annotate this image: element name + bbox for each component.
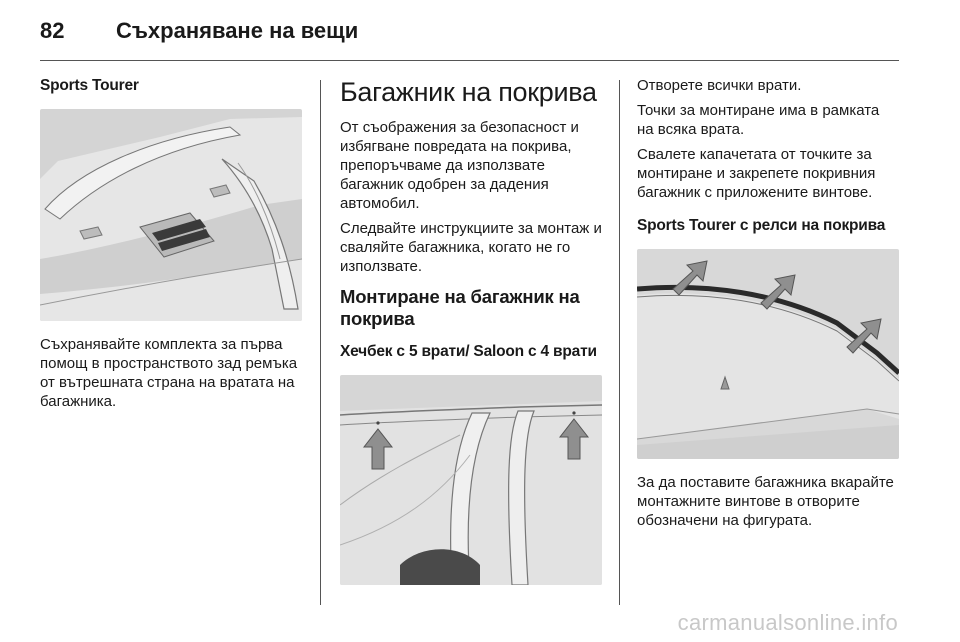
figure-roof-rails-mounting bbox=[637, 249, 899, 459]
header-rule bbox=[40, 60, 899, 61]
page-number: 82 bbox=[40, 18, 65, 43]
column-middle bbox=[340, 76, 602, 585]
paragraph-safety: От съображения за безопасност и избягване повредата на покрива, препоръчваме да използвате багажник одобрен за дадения автомобил. bbox=[340, 119, 579, 212]
subheading-sports-tourer-rails: Sports Tourer с релси на покрива bbox=[637, 217, 886, 234]
chapter-title: Съхраняване на вещи bbox=[116, 18, 359, 43]
figure-first-aid-kit-location bbox=[40, 109, 302, 321]
watermark: carmanualsonline.info bbox=[677, 610, 898, 635]
paragraph-open-doors: Отворете всички врати. bbox=[637, 77, 802, 94]
paragraph-remove-caps: Свалете капачетата от точките за монтиране и закрепете покривния багажник с приложените винтове. bbox=[637, 146, 876, 201]
subheading-hatchback-saloon: Хечбек с 5 врати/ Saloon с 4 врати bbox=[340, 343, 597, 360]
column-divider bbox=[619, 80, 620, 605]
paragraph-instructions: Следвайте инструкциите за монтаж и сваляйте багажника, когато не го използвате. bbox=[340, 220, 602, 275]
subheading-sports-tourer: Sports Tourer bbox=[40, 77, 139, 94]
column-divider bbox=[320, 80, 321, 605]
figure-hatchback-mounting-points bbox=[340, 375, 602, 585]
paragraph-insert-screws: За да поставите багажника вкарайте монтажните винтове в отворите обозначени на фигурата. bbox=[637, 474, 894, 529]
column-left bbox=[40, 76, 302, 411]
paragraph-first-aid: Съхранявайте комплекта за първа помощ в пространството зад ремъка от вътрешната страна на вратата на багажника. bbox=[40, 336, 298, 410]
heading-mounting-roof-rack: Монтиране на багажник на покрива bbox=[340, 286, 580, 329]
paragraph-mounting-points: Точки за монтиране има в рамката на всяка врата. bbox=[637, 102, 880, 138]
section-title-roof-rack: Багажник на покрива bbox=[340, 77, 597, 107]
column-right bbox=[637, 76, 899, 530]
